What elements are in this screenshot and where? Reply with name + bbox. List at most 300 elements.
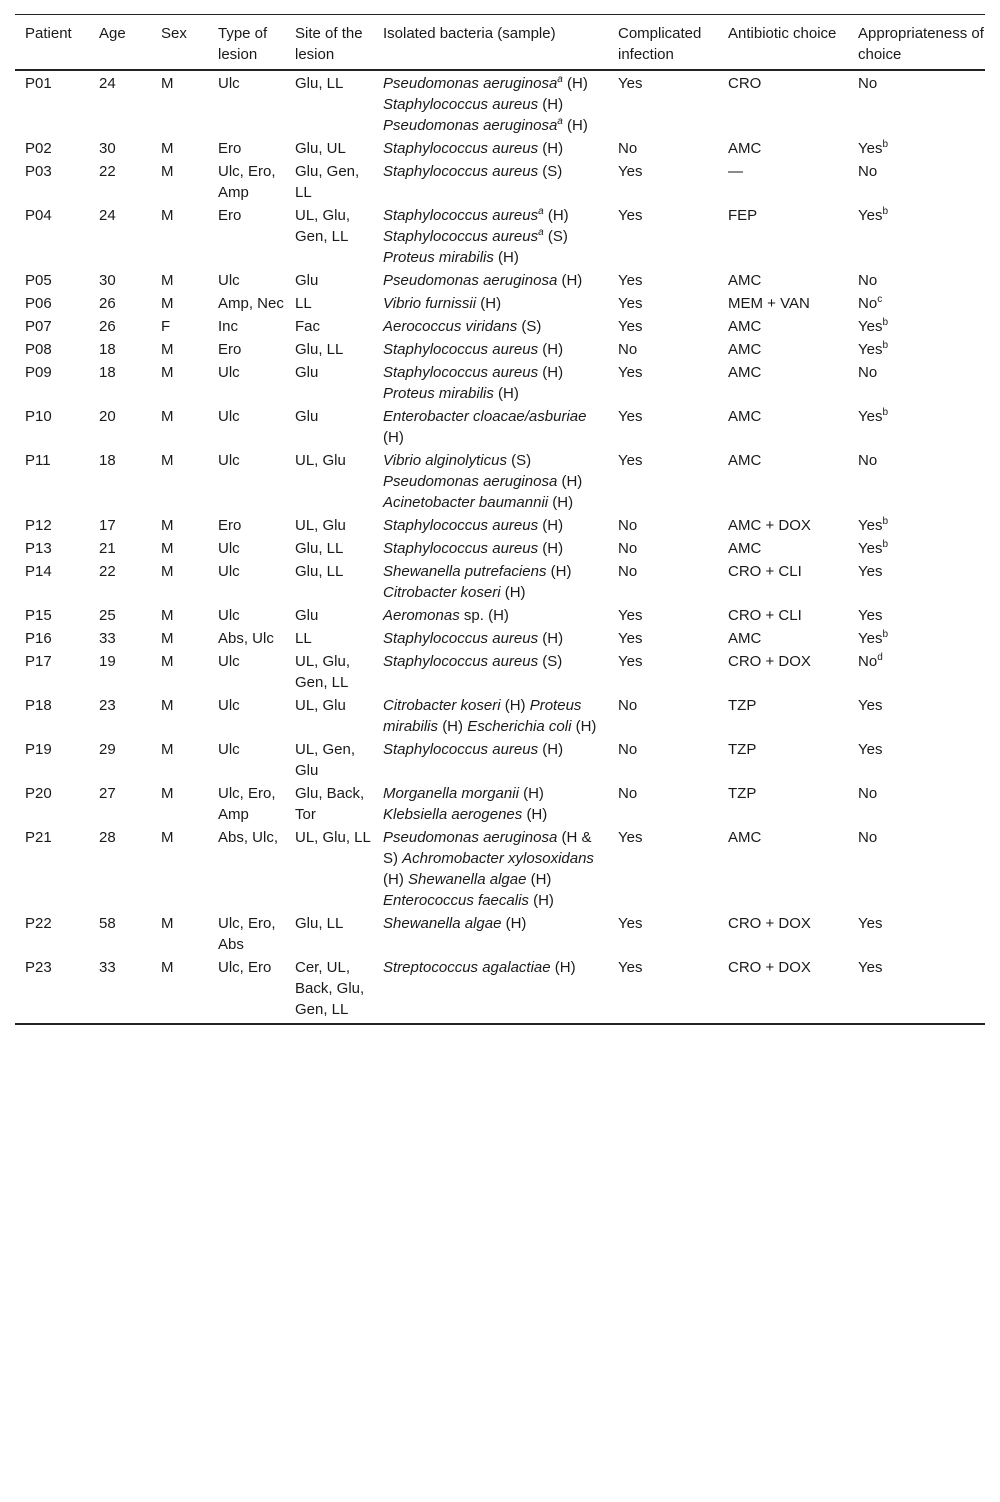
cell-sex: M xyxy=(161,653,174,670)
cell-lesion-site: Cer, UL, Back, Glu, Gen, LL xyxy=(285,956,373,1024)
cell-lesion-site: UL, Glu, Gen, LL xyxy=(295,653,351,691)
table-row xyxy=(15,405,985,449)
cell-antibiotic-choice: AMC xyxy=(728,829,762,846)
bacteria-name: Proteus mirabilis xyxy=(383,385,494,402)
footnote-marker: b xyxy=(882,516,889,527)
cell-complicated-infection: Yes xyxy=(618,207,643,224)
cell-antibiotic-choice: CRO + DOX xyxy=(728,653,811,670)
cell-isolated-bacteria xyxy=(373,738,608,782)
cell-antibiotic-choice: TZP xyxy=(728,697,757,714)
cell-complicated-infection: Yes xyxy=(618,408,643,425)
sample-type: (H) xyxy=(575,718,597,735)
cell-isolated-bacteria xyxy=(373,338,608,361)
sample-type: (S) xyxy=(511,452,532,469)
sample-type: (H) xyxy=(383,871,404,888)
cell-age: 23 xyxy=(99,697,116,714)
bacteria-name: Staphylococcus aureus$^a$ xyxy=(383,227,544,245)
cell-isolated-bacteria xyxy=(373,405,608,449)
cell-lesion-type: Ulc xyxy=(218,408,240,425)
cell-isolated-bacteria xyxy=(373,694,608,738)
cell-appropriateness xyxy=(848,269,985,292)
bacteria-name: Enterobacter cloacae/asburiae xyxy=(383,408,587,425)
appropriateness-value: Yes xyxy=(858,341,883,358)
bacteria-name: Shewanella putrefaciens xyxy=(383,563,547,580)
bacteria-name: Pseudomonas aeruginosa xyxy=(383,473,558,490)
cell-age: 18 xyxy=(99,364,116,381)
cell-age: 19 xyxy=(99,653,116,670)
cell-sex: M xyxy=(161,452,174,469)
appropriateness-value: No xyxy=(858,272,878,289)
table-row xyxy=(15,694,985,738)
sample-type: (H) xyxy=(498,249,519,266)
table-row xyxy=(15,449,985,514)
bacteria-name: Staphylococcus aureus xyxy=(383,163,539,180)
cell-appropriateness xyxy=(848,738,985,782)
table-row xyxy=(15,738,985,782)
cell-isolated-bacteria xyxy=(373,782,608,826)
appropriateness-value: Yes xyxy=(858,517,883,534)
cell-sex: M xyxy=(161,630,174,647)
footnote-marker: a xyxy=(557,74,563,85)
cell-patient: P06 xyxy=(25,295,52,312)
cell-complicated-infection: No xyxy=(618,140,638,157)
cell-sex: M xyxy=(161,207,174,224)
footnote-marker: d xyxy=(877,652,883,663)
header-antibiotic-choice: Antibiotic choice xyxy=(718,15,848,71)
cell-lesion-type: Ulc xyxy=(218,540,240,557)
cell-age: 58 xyxy=(99,915,116,932)
cell-appropriateness xyxy=(848,361,985,405)
cell-appropriateness xyxy=(848,449,985,514)
footnote-marker: b xyxy=(882,317,889,328)
bacteria-name: Staphylococcus aureus xyxy=(383,364,539,381)
cell-sex: M xyxy=(161,741,174,758)
cell-patient: P05 xyxy=(25,272,52,289)
cell-age: 28 xyxy=(99,829,116,846)
cell-lesion-type: Ero xyxy=(218,517,242,534)
table-row xyxy=(15,70,985,137)
cell-sex: M xyxy=(161,697,174,714)
cell-age: 33 xyxy=(99,630,116,647)
bacteria-name: Proteus mirabilis xyxy=(383,697,582,735)
appropriateness-value: No xyxy=(858,163,878,180)
sample-type: (S) xyxy=(521,318,542,335)
sample-type: (H) xyxy=(504,697,526,714)
cell-appropriateness xyxy=(848,650,985,694)
cell-lesion-type: Ero xyxy=(218,341,242,358)
cell-appropriateness xyxy=(848,912,985,956)
header-site-of-lesion: Site of the lesion xyxy=(285,15,373,71)
bacteria-name: Staphylococcus aureus xyxy=(383,96,539,113)
cell-complicated-infection: Yes xyxy=(618,452,643,469)
cell-sex: M xyxy=(161,540,174,557)
cell-lesion-site: Glu, Back, Tor xyxy=(295,785,365,823)
footnote-marker: a xyxy=(557,116,563,127)
cell-appropriateness xyxy=(848,338,985,361)
cell-lesion-site: LL xyxy=(295,295,312,312)
cell-lesion-type: Ulc xyxy=(218,741,240,758)
cell-sex: M xyxy=(161,140,174,157)
cell-complicated-infection: Yes xyxy=(608,956,718,1024)
cell-antibiotic-choice: CRO + CLI xyxy=(728,607,802,624)
cell-lesion-site: UL, Gen, Glu xyxy=(295,741,356,779)
cell-appropriateness xyxy=(848,137,985,160)
cell-age: 26 xyxy=(99,295,116,312)
cell-age: 30 xyxy=(99,272,116,289)
cell-lesion-site: Glu, Gen, LL xyxy=(295,163,360,201)
cell-lesion-site: Glu, LL xyxy=(295,563,344,580)
cell-complicated-infection: No xyxy=(618,785,638,802)
bacteria-name: Escherichia coli xyxy=(467,718,572,735)
sample-type: (H) xyxy=(505,915,527,932)
cell-isolated-bacteria xyxy=(373,537,608,560)
cell-antibiotic-choice: AMC xyxy=(728,341,762,358)
sample-type: (H & S) xyxy=(383,829,592,867)
appropriateness-value: No xyxy=(858,75,878,92)
cell-lesion-site: LL xyxy=(295,630,312,647)
cell-appropriateness xyxy=(848,405,985,449)
cell-antibiotic-choice: AMC + DOX xyxy=(728,517,811,534)
cell-appropriateness xyxy=(848,204,985,269)
cell-lesion-type: Ulc, Ero xyxy=(208,956,285,1024)
cell-isolated-bacteria xyxy=(373,137,608,160)
table-row xyxy=(15,627,985,650)
cell-lesion-site: Glu xyxy=(295,272,319,289)
bacteria-name: Staphylococcus aureus$^a$ xyxy=(383,206,544,224)
cell-lesion-site: UL, Glu, LL xyxy=(295,829,371,846)
cell-lesion-site: UL, Glu xyxy=(295,697,346,714)
cell-age: 18 xyxy=(99,341,116,358)
table-row xyxy=(15,650,985,694)
cell-lesion-type: Ulc xyxy=(218,607,240,624)
cell-complicated-infection: No xyxy=(618,697,638,714)
cell-sex: F xyxy=(161,318,171,335)
cell-age: 22 xyxy=(99,563,116,580)
cell-complicated-infection: Yes xyxy=(618,364,643,381)
bacteria-name: Shewanella algae xyxy=(408,871,527,888)
cell-sex: M xyxy=(161,408,174,425)
cell-antibiotic-choice: TZP xyxy=(728,785,757,802)
cell-antibiotic-choice: AMC xyxy=(728,364,762,381)
cell-lesion-type: Ulc xyxy=(218,452,240,469)
cell-isolated-bacteria xyxy=(373,269,608,292)
table-row xyxy=(15,956,985,1024)
bacteria-name: Citrobacter koseri xyxy=(383,697,501,714)
cell-sex: M xyxy=(161,517,174,534)
cell-sex: M xyxy=(161,163,174,180)
sample-type: (H) xyxy=(542,96,564,113)
cell-lesion-type: Ero xyxy=(218,140,242,157)
cell-sex: M xyxy=(161,341,174,358)
cell-isolated-bacteria xyxy=(373,627,608,650)
sample-type: (H) xyxy=(552,494,574,511)
cell-sex: M xyxy=(161,563,174,580)
sample-type: (H) xyxy=(554,959,576,976)
bacteria-name: Staphylococcus aureus xyxy=(383,653,539,670)
appropriateness-value: Yes xyxy=(858,540,883,557)
sample-type: (S) xyxy=(542,653,563,670)
cell-sex: M xyxy=(161,785,174,802)
table-row xyxy=(15,269,985,292)
cell-appropriateness xyxy=(848,315,985,338)
bacteria-name: Pseudomonas aeruginosa$^a$ xyxy=(383,116,563,134)
sample-type: (H) xyxy=(498,385,519,402)
appropriateness-value: Yes xyxy=(858,607,883,624)
cell-appropriateness xyxy=(848,604,985,627)
cell-complicated-infection: Yes xyxy=(618,295,643,312)
sample-type: (H) xyxy=(542,630,564,647)
cell-lesion-site: Glu xyxy=(295,364,319,381)
cell-sex: M xyxy=(161,364,174,381)
cell-lesion-type: Ulc, Ero, Amp xyxy=(218,163,276,201)
bacteria-name: Pseudomonas aeruginosa$^a$ xyxy=(383,74,563,92)
bacteria-name: Acinetobacter baumannii xyxy=(383,494,549,511)
cell-complicated-infection: Yes xyxy=(618,653,643,670)
cell-patient: P19 xyxy=(25,741,52,758)
cell-antibiotic-choice: AMC xyxy=(728,452,762,469)
table-row xyxy=(15,912,985,956)
header-isolated-bacteria: Isolated bacteria (sample) xyxy=(373,15,608,71)
cell-age: 24 xyxy=(99,75,116,92)
cell-appropriateness xyxy=(848,694,985,738)
appropriateness-value: Yes xyxy=(858,318,883,335)
cell-antibiotic-choice: AMC xyxy=(728,540,762,557)
bacteria-name: Staphylococcus aureus xyxy=(383,540,539,557)
bacteria-name: Vibrio furnissii xyxy=(383,295,477,312)
patients-table xyxy=(15,14,985,1025)
cell-patient: P23 xyxy=(15,956,89,1024)
cell-isolated-bacteria xyxy=(373,204,608,269)
bacteria-name: Pseudomonas aeruginosa xyxy=(383,272,558,289)
cell-complicated-infection: Yes xyxy=(618,829,643,846)
footnote-marker: b xyxy=(882,407,889,418)
sample-type: (H) xyxy=(542,341,564,358)
cell-lesion-type: Abs, Ulc xyxy=(218,630,274,647)
cell-age: 26 xyxy=(99,318,116,335)
cell-isolated-bacteria xyxy=(373,315,608,338)
table-row xyxy=(15,514,985,537)
cell-isolated-bacteria xyxy=(373,604,608,627)
cell-appropriateness xyxy=(848,292,985,315)
header-sex: Sex xyxy=(151,15,208,71)
appropriateness-value: Yes xyxy=(858,697,883,714)
cell-complicated-infection: Yes xyxy=(618,915,643,932)
table-row xyxy=(15,292,985,315)
cell-complicated-infection: Yes xyxy=(618,607,643,624)
cell-antibiotic-choice: FEP xyxy=(728,207,758,224)
appropriateness-value: Yes xyxy=(858,140,883,157)
cell-sex: M xyxy=(161,295,174,312)
bacteria-name: Morganella morganii xyxy=(383,785,519,802)
cell-antibiotic-choice: AMC xyxy=(728,630,762,647)
footnote-marker: b xyxy=(882,206,889,217)
cell-lesion-type: Ulc xyxy=(218,697,240,714)
bacteria-name: Citrobacter koseri xyxy=(383,584,501,601)
appropriateness-value: No xyxy=(858,829,878,846)
sample-type: (H) xyxy=(547,207,569,224)
table-row xyxy=(15,782,985,826)
cell-patient: P14 xyxy=(25,563,52,580)
cell-lesion-type: Amp, Nec xyxy=(218,295,284,312)
cell-lesion-type: Ulc xyxy=(218,653,240,670)
cell-appropriateness xyxy=(848,560,985,604)
bacteria-name: Aeromonas xyxy=(383,607,460,624)
cell-sex: M xyxy=(151,956,208,1024)
table-row xyxy=(15,361,985,405)
cell-lesion-type: Ulc xyxy=(218,272,240,289)
cell-lesion-type: Ulc, Ero, Amp xyxy=(218,785,276,823)
cell-lesion-type: Ulc xyxy=(218,563,240,580)
appropriateness-value: Yes xyxy=(858,741,883,758)
cell-age: 29 xyxy=(99,741,116,758)
cell-patient: P22 xyxy=(25,915,52,932)
sample-type: (H) xyxy=(542,741,564,758)
cell-lesion-type: Ulc xyxy=(218,75,240,92)
appropriateness-value: Yes xyxy=(858,959,883,976)
cell-patient: P13 xyxy=(25,540,52,557)
table-row xyxy=(15,604,985,627)
cell-age: 30 xyxy=(99,140,116,157)
table-row xyxy=(15,160,985,204)
cell-patient: P04 xyxy=(25,207,52,224)
footnote-marker: b xyxy=(882,340,889,351)
cell-complicated-infection: No xyxy=(618,341,638,358)
table-container xyxy=(15,14,985,1025)
cell-appropriateness xyxy=(848,627,985,650)
cell-patient: P10 xyxy=(25,408,52,425)
bacteria-name: Proteus mirabilis xyxy=(383,249,494,266)
cell-antibiotic-choice: — xyxy=(728,163,743,180)
sample-type: (H) xyxy=(480,295,502,312)
cell-patient: P12 xyxy=(25,517,52,534)
cell-isolated-bacteria xyxy=(373,560,608,604)
cell-age: 22 xyxy=(99,163,116,180)
bacteria-name: Pseudomonas aeruginosa xyxy=(383,829,558,846)
table-row xyxy=(15,338,985,361)
footnote-marker: c xyxy=(877,294,883,305)
appropriateness-value: No xyxy=(858,364,878,381)
cell-age: 18 xyxy=(99,452,116,469)
bacteria-name: Enterococcus faecalis xyxy=(383,892,529,909)
cell-antibiotic-choice: AMC xyxy=(728,272,762,289)
cell-complicated-infection: Yes xyxy=(618,630,643,647)
cell-complicated-infection: No xyxy=(618,540,638,557)
cell-appropriateness xyxy=(848,160,985,204)
sample-type: sp. (H) xyxy=(463,607,509,624)
appropriateness-value: No xyxy=(858,295,878,312)
cell-complicated-infection: No xyxy=(618,517,638,534)
cell-appropriateness xyxy=(848,514,985,537)
footnote-marker: a xyxy=(538,227,544,238)
cell-antibiotic-choice: AMC xyxy=(728,318,762,335)
cell-antibiotic-choice: CRO xyxy=(728,75,762,92)
cell-appropriateness xyxy=(848,826,985,912)
cell-lesion-site: Glu, LL xyxy=(295,915,344,932)
cell-appropriateness xyxy=(848,956,985,1024)
cell-complicated-infection: Yes xyxy=(618,318,643,335)
cell-patient: P09 xyxy=(25,364,52,381)
cell-isolated-bacteria xyxy=(373,160,608,204)
sample-type: (H) xyxy=(542,517,564,534)
sample-type: (H) xyxy=(530,871,552,888)
cell-isolated-bacteria xyxy=(373,361,608,405)
cell-lesion-site: Glu, LL xyxy=(295,341,344,358)
header-age: Age xyxy=(89,15,151,71)
table-header-row xyxy=(15,15,985,71)
cell-complicated-infection: No xyxy=(618,741,638,758)
cell-complicated-infection: Yes xyxy=(618,75,643,92)
sample-type: (S) xyxy=(542,163,563,180)
cell-age: 33 xyxy=(89,956,151,1024)
cell-patient: P16 xyxy=(25,630,52,647)
cell-lesion-type: Ero xyxy=(218,207,242,224)
cell-lesion-type: Ulc xyxy=(218,364,240,381)
cell-lesion-site: Glu xyxy=(295,607,319,624)
sample-type: (S) xyxy=(547,228,568,245)
cell-complicated-infection: No xyxy=(618,563,638,580)
sample-type: (H) xyxy=(504,584,526,601)
sample-type: (H) xyxy=(567,117,588,134)
cell-age: 17 xyxy=(99,517,116,534)
appropriateness-value: No xyxy=(858,785,878,802)
cell-lesion-site: Fac xyxy=(295,318,321,335)
cell-age: 25 xyxy=(99,607,116,624)
cell-age: 27 xyxy=(99,785,116,802)
cell-antibiotic-choice: AMC xyxy=(728,408,762,425)
cell-age: 20 xyxy=(99,408,116,425)
cell-patient: P03 xyxy=(25,163,52,180)
cell-patient: P15 xyxy=(25,607,52,624)
cell-lesion-site: Glu, UL xyxy=(295,140,346,157)
cell-lesion-site: Glu, LL xyxy=(295,540,344,557)
cell-lesion-type: Abs, Ulc, xyxy=(218,829,279,846)
cell-antibiotic-choice: CRO + DOX xyxy=(728,915,811,932)
cell-lesion-site: Glu, LL xyxy=(295,75,344,92)
bacteria-name: Staphylococcus aureus xyxy=(383,140,539,157)
cell-lesion-site: UL, Glu xyxy=(295,517,346,534)
cell-appropriateness xyxy=(848,70,985,137)
appropriateness-value: Yes xyxy=(858,207,883,224)
bacteria-name: Achromobacter xylosoxidans xyxy=(402,850,594,867)
cell-isolated-bacteria xyxy=(373,912,608,956)
cell-patient: P17 xyxy=(25,653,52,670)
sample-type: (H) xyxy=(550,563,572,580)
header-patient: Patient xyxy=(15,15,89,71)
cell-patient: P11 xyxy=(25,452,51,469)
bacteria-name: Streptococcus agalactiae xyxy=(383,959,551,976)
cell-isolated-bacteria xyxy=(373,70,608,137)
cell-sex: M xyxy=(161,915,174,932)
footnote-marker: b xyxy=(882,629,889,640)
sample-type: (H) xyxy=(523,785,544,802)
bacteria-name: Klebsiella aerogenes xyxy=(383,806,523,823)
sample-type: (H) xyxy=(561,473,583,490)
sample-type: (H) xyxy=(526,806,548,823)
bacteria-name: Shewanella algae xyxy=(383,915,502,932)
sample-type: (H) xyxy=(542,364,564,381)
cell-sex: M xyxy=(161,607,174,624)
cell-lesion-type: Ulc, Ero, Abs xyxy=(218,915,276,953)
header-appropriateness: Appropriateness of choice xyxy=(848,15,985,71)
cell-patient: P01 xyxy=(25,75,52,92)
cell-patient: P08 xyxy=(25,341,52,358)
cell-lesion-site: UL, Glu xyxy=(295,452,346,469)
sample-type: (H) xyxy=(542,540,564,557)
cell-sex: M xyxy=(161,75,174,92)
cell-age: 21 xyxy=(99,540,116,557)
sample-type: (H) xyxy=(542,140,564,157)
cell-age: 24 xyxy=(99,207,116,224)
